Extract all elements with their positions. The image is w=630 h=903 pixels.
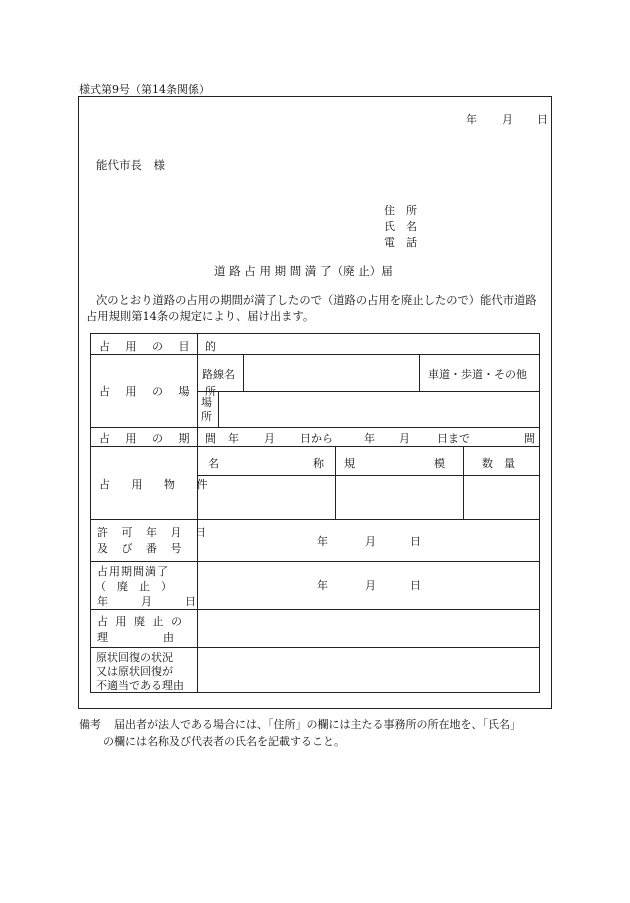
restore-field[interactable]	[199, 649, 538, 691]
objects-quantity-field[interactable]	[465, 477, 538, 518]
period-start-day: 日から	[300, 432, 333, 445]
form-table	[90, 333, 540, 693]
period-end-year: 年	[364, 432, 375, 445]
route-name-field[interactable]	[245, 356, 417, 390]
end-label-1: 占用期間満了	[97, 565, 169, 578]
applicant-phone-label: 電 話	[384, 236, 417, 249]
permit-label-1: 許 可 年 月 日	[97, 526, 211, 539]
remarks-heading: 備考	[79, 718, 101, 731]
reason-field[interactable]	[199, 611, 538, 646]
end-label-3: 年 月 日	[97, 595, 196, 608]
date-year: 年	[466, 113, 477, 126]
location-label: 占 用 の 場 所	[99, 385, 222, 398]
permit-month: 月	[365, 535, 376, 548]
route-name-label: 路線名	[202, 368, 235, 381]
end-year: 年	[317, 579, 328, 592]
objects-header-spec-2: 模	[434, 457, 445, 470]
remarks-line-2: の欄には名称及び代表者の氏名を記載すること。	[103, 735, 345, 748]
date-month: 月	[502, 113, 513, 126]
form-number: 様式第9号（第14条関係）	[79, 83, 210, 96]
objects-header-name-1: 名	[208, 457, 219, 470]
period-end-day: 日まで	[437, 432, 470, 445]
permit-label-2: 及 び 番 号	[97, 542, 187, 555]
date-day: 日	[537, 113, 548, 126]
addressee: 能代市長 様	[96, 158, 165, 172]
objects-label: 占 用 物 件	[99, 478, 217, 491]
applicant-address-label: 住 所	[384, 204, 417, 217]
objects-header-quantity: 数 量	[482, 457, 515, 470]
period-label: 占 用 の 期 間	[99, 432, 222, 445]
restore-label-2: 又は原状回復が	[96, 665, 173, 678]
intro-line-1: 次のとおり道路の占用の期間が満了したので（道路の占用を廃止したので）能代市道路	[96, 294, 537, 307]
place-label-2: 所	[201, 410, 212, 423]
period-end-month: 月	[399, 432, 410, 445]
road-type-options[interactable]: 車道・歩道・その他	[428, 368, 527, 381]
restore-label-3: 不適当である理由	[96, 679, 184, 692]
remarks-line-1: 届出者が法人である場合には、「住所」の欄には主たる事務所の所在地を、「氏名」	[114, 718, 521, 731]
objects-header-name-2: 称	[313, 457, 324, 470]
applicant-name-label: 氏 名	[384, 220, 417, 233]
permit-year: 年	[317, 535, 328, 548]
place-label-1: 場	[201, 396, 212, 409]
period-duration: 間	[524, 432, 535, 445]
end-month: 月	[365, 579, 376, 592]
restore-label-1: 原状回復の状況	[96, 651, 173, 664]
document-title: 道 路 占 用 期 間 満 了（廃 止）届	[214, 264, 393, 278]
period-start-year: 年	[228, 432, 239, 445]
purpose-field[interactable]	[199, 334, 539, 354]
intro-line-2: 占用規則第14条の規定により、届け出ます。	[86, 310, 315, 323]
objects-spec-field[interactable]	[337, 477, 462, 518]
place-field[interactable]	[220, 393, 538, 426]
purpose-label: 占 用 の 目 的	[99, 340, 222, 353]
objects-name-field[interactable]	[199, 477, 334, 518]
end-day: 日	[410, 579, 421, 592]
objects-header-spec-1: 規	[344, 457, 355, 470]
period-start-month: 月	[264, 432, 275, 445]
end-label-2: （ 廃 止 ）	[95, 580, 172, 593]
reason-label-2: 理 由	[97, 631, 174, 644]
reason-label-1: 占 用 廃 止 の	[97, 615, 184, 628]
permit-day: 日	[410, 535, 421, 548]
